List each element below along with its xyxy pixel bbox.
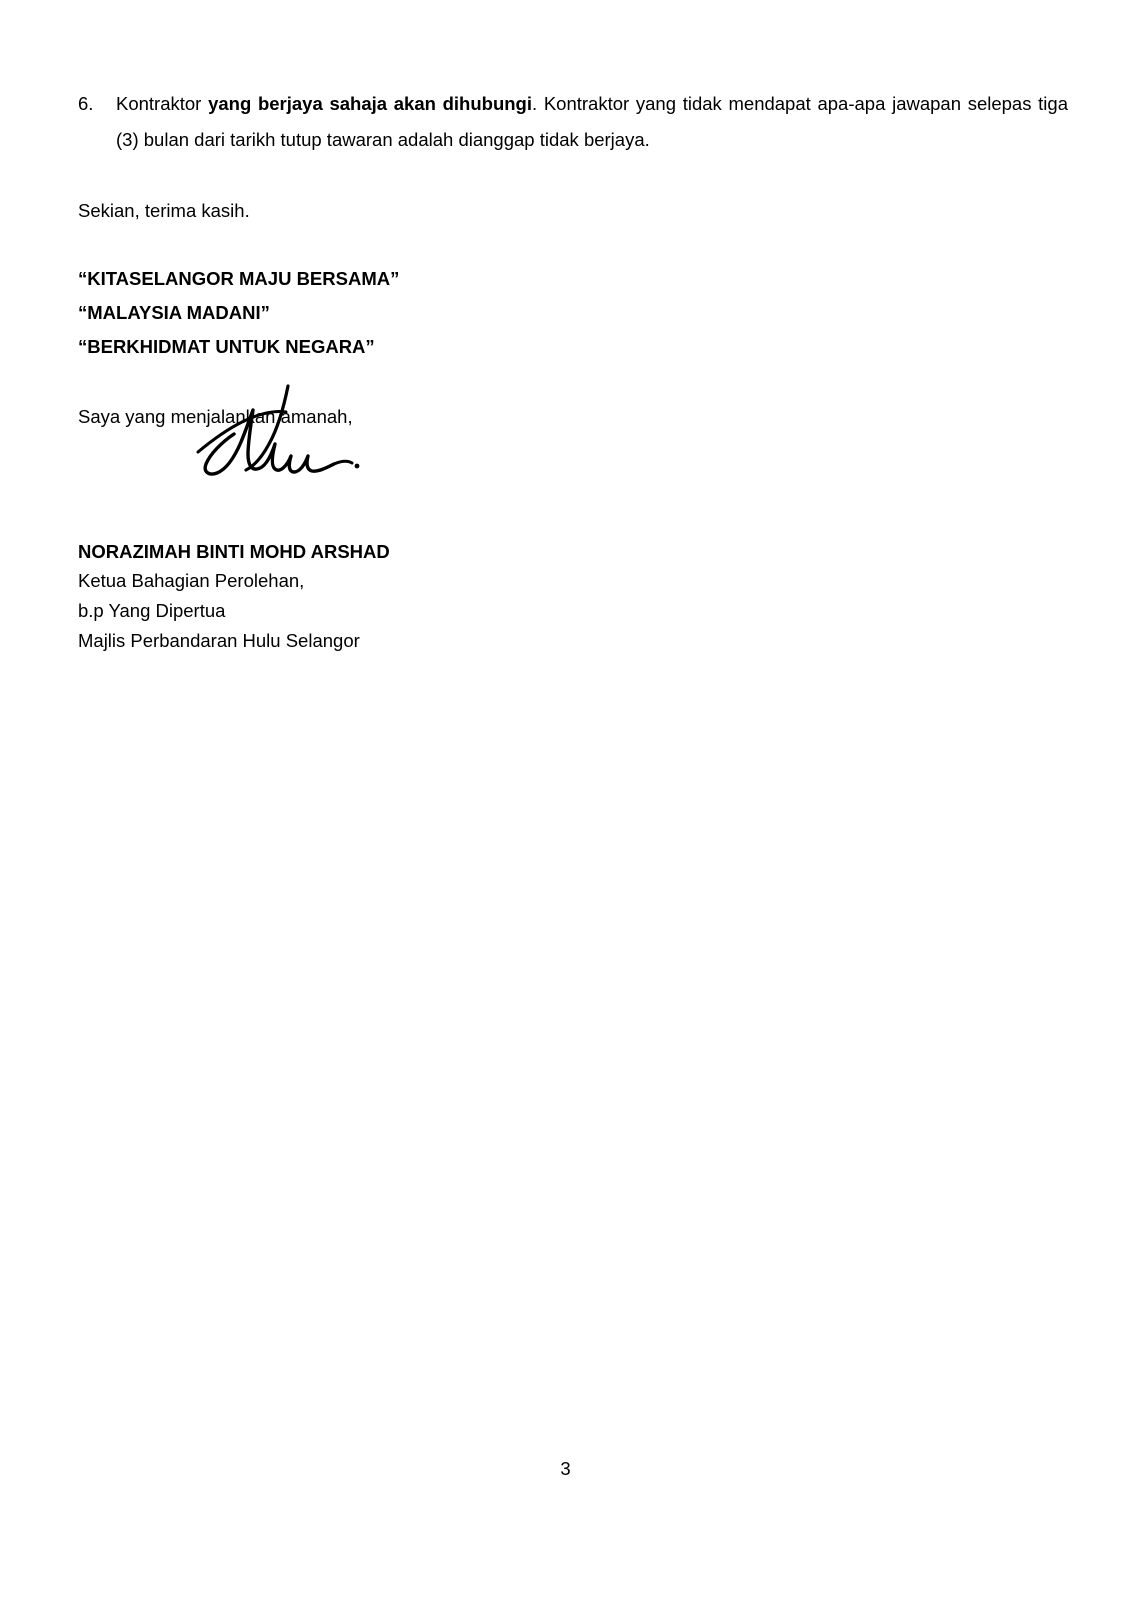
clause-text — [116, 86, 1068, 158]
signer-on-behalf: b.p Yang Dipertua — [78, 599, 226, 621]
slogan-line-3: “BERKHIDMAT UNTUK NEGARA” — [78, 336, 375, 358]
clause-text-before-bold: Kontraktor — [116, 93, 209, 114]
signer-organization: Majlis Perbandaran Hulu Selangor — [78, 629, 360, 651]
signoff-line: Saya yang menjalankan amanah, — [78, 406, 353, 428]
signer-title: Ketua Bahagian Perolehan, — [78, 569, 305, 591]
document-body — [78, 86, 1068, 656]
clause-text-after-bold: . Kontraktor yang tidak mendapat apa-apa jawapan selepas tiga (3) bulan dari tarikh tutup tawaran adalah dianggap tidak berjaya. — [116, 93, 1068, 151]
spacer-after-slogans — [78, 364, 1068, 402]
spacer-after-clause — [78, 158, 1068, 196]
closing-line: Sekian, terima kasih. — [78, 200, 250, 222]
slogan-line-1: “KITASELANGOR MAJU BERSAMA” — [78, 267, 400, 289]
slogan-line-2: “MALAYSIA MADANI” — [78, 301, 270, 323]
clause-number: 6. — [78, 93, 94, 114]
clause-6 — [78, 86, 1068, 158]
spacer-after-closing — [78, 226, 1068, 262]
page-number: 3 — [560, 1458, 571, 1479]
signer-name: NORAZIMAH BINTI MOHD ARSHAD — [78, 540, 390, 562]
signature-block — [78, 432, 1068, 656]
clause-text-bold: yang berjaya sahaja akan dihubungi — [208, 93, 532, 114]
signature-area — [78, 432, 1068, 538]
